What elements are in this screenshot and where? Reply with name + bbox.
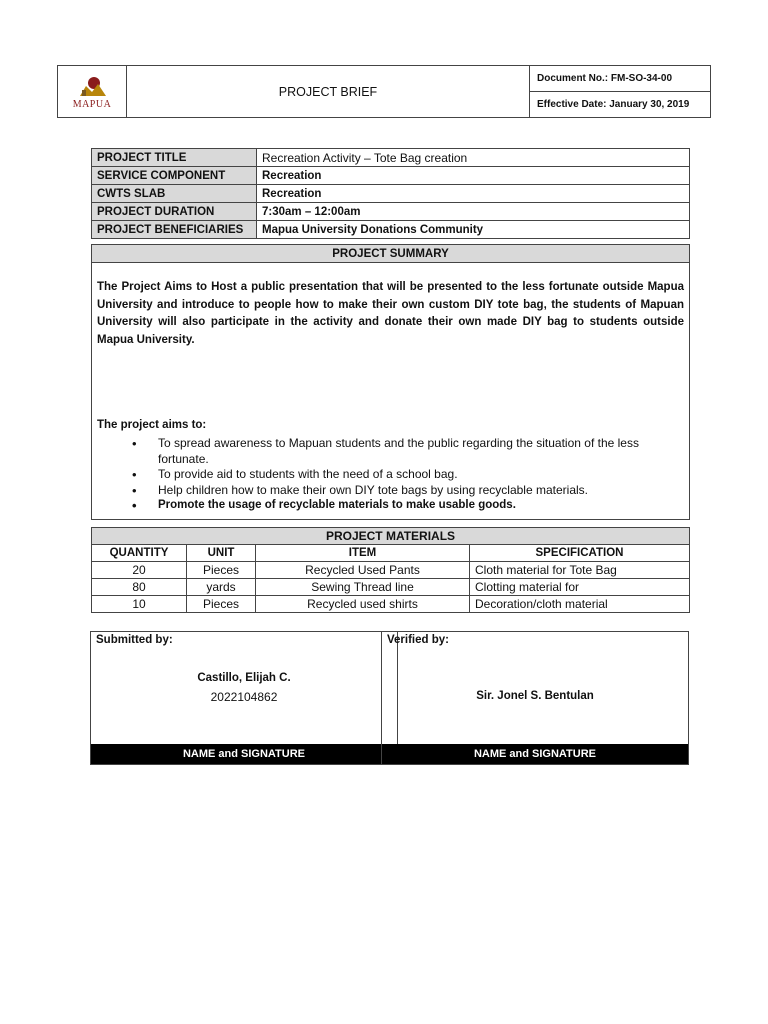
list-item: • Promote the usage of recyclable materials to make usable goods. [132,498,669,514]
submitter-name: Castillo, Elijah C. [197,672,291,684]
info-label: SERVICE COMPONENT [92,167,257,185]
project-materials-table [91,527,690,613]
info-label: PROJECT DURATION [92,203,257,221]
info-label: PROJECT BENEFICIARIES [92,221,257,239]
list-item: • To provide aid to students with the need of a school bag. [132,467,669,483]
verifier-name: Sir. Jonel S. Bentulan [476,690,594,702]
document-header [57,65,711,118]
info-label: PROJECT TITLE [92,149,257,167]
table-cell: Cloth material for Tote Bag [470,562,690,579]
table-cell: Pieces [187,596,256,613]
signature-bar: NAME and SIGNATURE [382,744,688,764]
verified-by-label: Verified by: [387,634,449,646]
table-row [92,167,690,185]
info-value: Mapua University Donations Community [257,221,690,239]
table-row [92,528,690,545]
submitter-id: 2022104862 [210,690,278,704]
table-cell: Recycled used shirts [256,596,470,613]
table-cell: yards [187,579,256,596]
aims-list [132,436,669,514]
table-cell: 10 [92,596,187,613]
table-cell: Recycled Used Pants [256,562,470,579]
table-row [92,596,690,613]
info-value: Recreation [257,167,690,185]
aims-title: The project aims to: [97,419,207,431]
document-number: Document No.: FM-SO-34-00 [530,66,710,92]
info-label: CWTS SLAB [92,185,257,203]
table-row [92,562,690,579]
logo-wordmark: MAPUA [72,98,112,110]
section-heading: PROJECT SUMMARY [92,245,689,263]
table-row [92,579,690,596]
table-header-row [92,545,690,562]
list-item: • To spread awareness to Mapuan students and the public regarding the situation of the less fortunate. [132,436,669,467]
table-cell: Clotting material for [470,579,690,596]
seal-icon [72,74,112,98]
table-cell: 20 [92,562,187,579]
column-header: QUANTITY [92,545,187,562]
document-info [530,66,710,117]
project-summary-section [91,244,690,520]
column-header: ITEM [256,545,470,562]
table-cell: Pieces [187,562,256,579]
university-logo [58,66,127,117]
summary-paragraph: The Project Aims to Host a public presentation that will be presented to the less fortunate outside Mapua University and introduce to people how to make their own custom DIY tote bag, the students of Mapuan University will also participate in the activity and donate their own made DIY bag to students outside Mapua University. [97,281,684,346]
table-cell: Sewing Thread line [256,579,470,596]
effective-date: Effective Date: January 30, 2019 [537,99,690,110]
table-cell: Decoration/cloth material [470,596,690,613]
info-value: Recreation [257,185,690,203]
column-header: SPECIFICATION [470,545,690,562]
table-row [92,221,690,239]
info-value: Recreation Activity – Tote Bag creation [257,149,690,167]
project-info-table [91,148,690,239]
verified-by-box [381,631,689,765]
submitted-by-label: Submitted by: [96,634,173,646]
table-row [92,185,690,203]
section-heading: PROJECT MATERIALS [92,528,690,545]
signature-bar: NAME and SIGNATURE [91,744,397,764]
list-item: • Help children how to make their own DIY tote bags by using recyclable materials. [132,483,669,499]
table-cell: 80 [92,579,187,596]
info-value: 7:30am – 12:00am [257,203,690,221]
table-row [92,149,690,167]
page-title: PROJECT BRIEF [127,66,530,117]
submitted-by-box [90,631,398,765]
table-row [92,203,690,221]
column-header: UNIT [187,545,256,562]
